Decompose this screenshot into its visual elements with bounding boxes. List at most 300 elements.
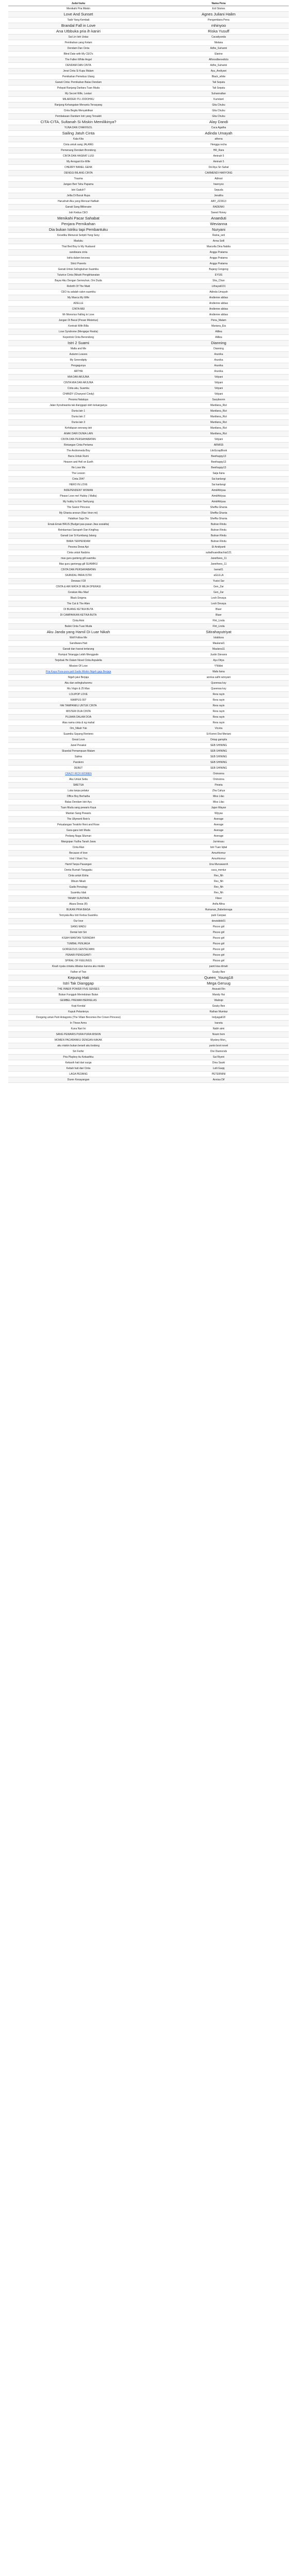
table-row xyxy=(8,154,289,159)
pen-name-cell: Gen_Zar xyxy=(148,590,289,596)
table-row xyxy=(8,794,289,800)
table-row xyxy=(8,97,289,103)
table-row xyxy=(8,239,289,244)
table-row xyxy=(8,624,289,630)
book-title-cell: Jellia Di Buruk Rupa xyxy=(8,193,148,199)
pen-name-cell: Hengga recha xyxy=(148,142,289,148)
table-header-row xyxy=(8,2,289,6)
pen-name-cell: Gita Chubu xyxy=(148,114,289,120)
book-title-cell: YUNA DAN CHANYEOL xyxy=(8,125,148,131)
table-row xyxy=(8,12,289,18)
book-title-cell: Jangan Di Bacal (Pesan Misterius) xyxy=(8,318,148,324)
book-title-cell: Suamiku Sayang Renteno xyxy=(8,732,148,737)
book-title-cell: Istrla dalam kecewa xyxy=(8,256,148,261)
pen-name-cell: Vidyani xyxy=(148,375,289,380)
pen-name-cell: Pisces girl xyxy=(148,930,289,936)
book-title-cell: Maduku xyxy=(8,239,148,244)
book-title-cell: Aku dan selingkuhanmu xyxy=(8,681,148,686)
table-row xyxy=(8,641,289,647)
book-title-cell: CINTA & AIR MATA DI MEJA OPERASI xyxy=(8,584,148,590)
pen-name-cell: Alillea xyxy=(148,329,289,335)
pen-name-cell: LitoScrapBook xyxy=(148,448,289,454)
table-row xyxy=(8,658,289,664)
table-row xyxy=(8,647,289,652)
table-row xyxy=(8,29,289,35)
pen-name-cell: Sha_Chan xyxy=(148,278,289,284)
table-row xyxy=(8,533,289,539)
book-title-cell: My Ghania arooun (Rae Veon mi) xyxy=(8,511,148,516)
book-title-cell: Because of love xyxy=(8,851,148,856)
book-title-cell: INDEPENDENT WOMAN xyxy=(8,488,148,494)
book-title-cell: Om_Nikah Yuk xyxy=(8,726,148,732)
table-row xyxy=(8,290,289,295)
book-title-cell: Pria Playboy itu Kekasihku xyxy=(8,1055,148,1060)
book-title-cell: Penjara Pernikahan xyxy=(8,222,148,227)
table-row xyxy=(8,709,289,715)
book-title-cell: Pemikahan Pemebus Utang xyxy=(8,74,148,80)
table-row xyxy=(8,1026,289,1032)
pen-name-cell: Bluer xyxy=(148,607,289,613)
table-row xyxy=(8,607,289,613)
table-row xyxy=(8,970,289,975)
table-row xyxy=(8,715,289,720)
pen-name-cell: Sheffia Ghania xyxy=(148,511,289,516)
table-row xyxy=(8,675,289,681)
book-title-cell: Pemenang Dendam Brondong xyxy=(8,148,148,154)
book-title-cell: Gara-gara Istri Muda xyxy=(8,828,148,834)
book-title-cell: Ranjang Kehangatan Menantu Tersayang xyxy=(8,103,148,108)
pen-name-cell: Pisces girl xyxy=(148,953,289,958)
book-title-cell: Emak-Emak BRUS (Budget pas-pasan Jiwa sosialita) xyxy=(8,522,148,528)
table-row xyxy=(8,1004,289,1009)
pen-name-cell: AimiiAhiiyaa xyxy=(148,494,289,499)
table-row xyxy=(8,873,289,879)
pen-name-cell: Vicvira xyxy=(148,726,289,732)
book-title-cell: The Ullymerti Rein's xyxy=(8,817,148,822)
table-row xyxy=(8,1049,289,1055)
table-row xyxy=(8,40,289,46)
book-title-cell: The Lesson xyxy=(8,471,148,477)
book-title-cell: Kala Kita xyxy=(8,137,148,142)
book-title-cell: Cinta untuk sang JALANG xyxy=(8,142,148,148)
book-title-cell: Trauma xyxy=(8,176,148,182)
pen-name-cell: Maulanal1 xyxy=(148,641,289,647)
book-title-cell: Istri Kedua CEO xyxy=(8,210,148,216)
table-row xyxy=(8,890,289,896)
book-title-cell: mas guru ganteng gill suamiku xyxy=(8,556,148,562)
pen-name-cell: Angga Pratama xyxy=(148,261,289,267)
table-row xyxy=(8,352,289,358)
table-row xyxy=(8,363,289,369)
pen-name-cell: Pisces girl xyxy=(148,936,289,941)
book-title-cell: Dunia lain 2 xyxy=(8,414,148,420)
pen-name-cell: Vidyani xyxy=(148,392,289,397)
table-row xyxy=(8,443,289,448)
pen-name-cell: putri Canpao xyxy=(148,913,289,919)
book-title-cell[interactable]: Pria Kaya Pura-pura jadi Gadis Miskin Nigeh gaju Berjaja xyxy=(8,669,148,675)
book-title-cell: Ganati Untuk Selingkuhan Suamiku xyxy=(8,267,148,273)
book-title-cell: Dental Istri Siri xyxy=(8,930,148,936)
book-title-cell: Tuturice Cinta (Nikahi Pengkhianatan xyxy=(8,273,148,278)
pen-name-cell: Oninonna xyxy=(148,777,289,783)
pen-name-cell: sufadhuanditachial121 xyxy=(148,550,289,556)
book-title-cell: Mr Monorius Falling in Love xyxy=(8,312,148,318)
pen-name-cell: Arunika xyxy=(148,358,289,363)
table-row xyxy=(8,811,289,817)
pen-name-cell: Rera rayin xyxy=(148,709,289,715)
table-row xyxy=(8,703,289,709)
book-title-cell: Ganati Cinta: Pernikahan Balas Dendam xyxy=(8,80,148,86)
pen-name-cell: Annisa Dif xyxy=(148,1077,289,1083)
pen-name-cell: Angga Pratama xyxy=(148,250,289,256)
book-title-cell: Jalan Kynahwanta tak dianggapi oleh keluarganya xyxy=(8,403,148,409)
table-row xyxy=(8,91,289,97)
book-title-cell: CINTA MIA DAN ARJUNA xyxy=(8,380,148,386)
pen-name-cell: Average xyxy=(148,822,289,828)
pen-name-cell: Maulana11 xyxy=(148,647,289,652)
pen-name-cell: Butiran Rindu xyxy=(148,528,289,533)
book-title-cell: Kepentok Cinta Berondong xyxy=(8,335,148,341)
table-row xyxy=(8,522,289,528)
table-row xyxy=(8,817,289,822)
table-row xyxy=(8,975,289,981)
pen-name-cell: AimiiAhiiyaa xyxy=(148,499,289,505)
book-title-cell: Tuan Muda sang pewaris Kaya xyxy=(8,805,148,811)
table-row xyxy=(8,902,289,907)
table-row xyxy=(8,205,289,210)
table-row xyxy=(8,1072,289,1077)
pen-name-cell: Caca Agatha xyxy=(148,125,289,131)
table-row xyxy=(8,409,289,414)
pen-name-cell: AimiiAhiiyaa xyxy=(148,488,289,494)
table-row xyxy=(8,879,289,885)
table-row xyxy=(8,465,289,471)
book-title-cell: The Cat & The Alien xyxy=(8,601,148,607)
pen-name-cell: Jenafira xyxy=(148,193,289,199)
table-row xyxy=(8,856,289,862)
pen-name-cell: Pinieta xyxy=(148,783,289,788)
book-title-cell: Mission Of Love xyxy=(8,664,148,669)
book-title-cell: CINTA DAN PERSAHABATAN xyxy=(8,567,148,573)
table-row xyxy=(8,273,289,278)
book-table-container xyxy=(8,2,289,1083)
table-row xyxy=(8,35,289,40)
table-row xyxy=(8,431,289,437)
book-title-cell: Hamil Tanpa Pasangan xyxy=(8,862,148,868)
pen-name-cell: Butiran Rindu xyxy=(148,539,289,545)
table-row xyxy=(8,80,289,86)
pen-name-cell: Average xyxy=(148,817,289,822)
table-row xyxy=(8,1038,289,1043)
table-row xyxy=(8,103,289,108)
pen-name-cell: Geaky Bee xyxy=(148,1004,289,1009)
book-title-cell: CINTA MEI xyxy=(8,307,148,312)
pen-name-cell: Rera rayin xyxy=(148,692,289,698)
table-row xyxy=(8,573,289,579)
pen-name-cell: Flirt_Linda xyxy=(148,618,289,624)
table-row xyxy=(8,686,289,692)
pen-name-cell: Black_white xyxy=(148,74,289,80)
table-row xyxy=(8,261,289,267)
pen-name-cell: Sai kanlangi xyxy=(148,477,289,482)
table-row xyxy=(8,171,289,176)
table-row xyxy=(8,868,289,873)
book-title-cell: Menikahi Pria Miskin xyxy=(8,6,148,12)
table-row xyxy=(8,222,289,227)
pen-name-cell: Ontap gampila xyxy=(148,737,289,743)
table-row xyxy=(8,584,289,590)
pen-name-cell: Amurhiomur xyxy=(148,851,289,856)
book-title-cell: Dia bukan Istriku tapi Pembantuku xyxy=(8,227,148,233)
pen-name-cell: Butiran Rindu xyxy=(148,533,289,539)
book-title-cell: BARA TERPENDAM xyxy=(8,539,148,545)
pen-name-cell: Arunika xyxy=(148,352,289,358)
table-row xyxy=(8,380,289,386)
book-title-cell: Kopi Kendal xyxy=(8,1004,148,1009)
table-row xyxy=(8,845,289,851)
pen-name-cell: Mystery Mon_ xyxy=(148,1038,289,1043)
pen-name-cell: Mega Geruug xyxy=(148,981,289,987)
table-row xyxy=(8,250,289,256)
book-title-cell: Cinta Alan xyxy=(8,845,148,851)
pen-name-cell: Anavati Rin xyxy=(148,987,289,992)
pen-name-cell: Sheffia Ghania xyxy=(148,505,289,511)
book-title-cell: Dunia lain 3 xyxy=(8,420,148,426)
book-title-cell: Istri Gaduh? xyxy=(8,188,148,193)
table-row xyxy=(8,392,289,397)
pen-name-cell: Mardiana_Rizi xyxy=(148,414,289,420)
pen-name-cell: Wevianna xyxy=(148,222,289,227)
book-title-cell: Rumput Tetangga Lebih Menggode xyxy=(8,652,148,658)
book-title-cell: CEO ku adalah calon suamiku xyxy=(8,290,148,295)
pen-name-cell: Raihan Mumtaz xyxy=(148,1009,289,1015)
table-row xyxy=(8,732,289,737)
book-title-cell: Dendam Dan Cinta xyxy=(8,46,148,52)
book-title-cell: My hubby Is Kim Taehyung xyxy=(8,499,148,505)
table-row xyxy=(8,913,289,919)
book-title-cell: Balas Dendam Istri Ayu xyxy=(8,800,148,805)
table-row xyxy=(8,737,289,743)
book-title-cell: Pembalasan Dandam Istri yang Tersakiti xyxy=(8,114,148,120)
table-body xyxy=(8,6,289,1083)
book-title-cell: SANG PEWARIS PURA PURA MISKIN xyxy=(8,1032,148,1038)
pen-name-cell: Sepuda xyxy=(148,188,289,193)
pen-name-cell: Mariana_Eia xyxy=(148,324,289,329)
book-title-cell: aku miskin bukan berarti aku bodong xyxy=(8,1043,148,1049)
table-row xyxy=(8,896,289,902)
table-row xyxy=(8,341,289,346)
book-title-cell: Mu Virgin & 25 Man xyxy=(8,686,148,692)
table-row xyxy=(8,346,289,352)
pen-name-cell: Cacadyunda xyxy=(148,35,289,40)
pen-name-cell: SEB SHINING xyxy=(148,743,289,749)
pen-name-cell: Justin Stevans xyxy=(148,652,289,658)
pen-name-cell: Mandy Hai xyxy=(148,992,289,998)
book-title-cell: Sandiwara Hati xyxy=(8,641,148,647)
table-row xyxy=(8,6,289,12)
pen-name-cell: Vidyani xyxy=(148,380,289,386)
pen-name-cell: panti kisa dimah xyxy=(148,964,289,970)
pen-name-cell: Zha Cahya xyxy=(148,788,289,794)
pen-name-cell: Humanan_Babebonaga xyxy=(148,907,289,913)
table-row xyxy=(8,545,289,550)
pen-name-cell: Queenaa ksy xyxy=(148,686,289,692)
book-title-cell: My Serendipity xyxy=(8,358,148,363)
book-title-cell: The Fallen White Angel xyxy=(8,57,148,63)
book-title-cell: DI BUANG KETIKA BUTA xyxy=(8,607,148,613)
book-title-cell: Harushah Aku yang Mencari Nafkah xyxy=(8,199,148,205)
pen-name-cell: Aminah 5 xyxy=(148,159,289,165)
book-title-cell: Suamiku Idak xyxy=(8,890,148,896)
book-title-cell: Kuna Nari Ini xyxy=(8,1026,148,1032)
book-title-cell: MIA DAN ARJUNA xyxy=(8,375,148,380)
table-row xyxy=(8,669,289,675)
book-title-cell: Kisah nyata cintaku dibalas karena aku miskin xyxy=(8,964,148,970)
book-title-cell: In These Arms xyxy=(8,1021,148,1026)
pen-name-cell: Walinipi xyxy=(148,998,289,1004)
book-title-cell[interactable]: CRAZY RICH WOMEN xyxy=(8,771,148,777)
book-title-cell: ANAK DARI DUNIA LAIN xyxy=(8,431,148,437)
pen-name-cell: Rev_Nh xyxy=(148,879,289,885)
book-title-cell: The Savior Princess xyxy=(8,505,148,511)
book-title-cell: Kepung Hati xyxy=(8,975,148,981)
book-title-cell: Black Enigma xyxy=(8,596,148,601)
book-title-cell: Cinta Begitu Menyakitkan xyxy=(8,108,148,114)
book-title-cell: GORGEOUS GENTELMAN xyxy=(8,947,148,953)
pen-name-cell: Y'Wdini xyxy=(148,664,289,669)
book-title-cell: Rintangan Cinta Pertama xyxy=(8,443,148,448)
book-title-cell: Cinta untuk Elsha xyxy=(8,873,148,879)
pen-name-cell: Anaeduti xyxy=(148,216,289,222)
table-row xyxy=(8,335,289,341)
table-row xyxy=(8,760,289,766)
pen-name-cell: Vidyani xyxy=(148,437,289,443)
pen-name-cell: Geaky Bee xyxy=(148,970,289,975)
table-row xyxy=(8,556,289,562)
table-row xyxy=(8,369,289,375)
pen-name-cell: Arunika xyxy=(148,369,289,375)
pen-name-cell: Lesh Devaya xyxy=(148,601,289,607)
pen-name-cell: Anifa Afina xyxy=(148,902,289,907)
pen-name-cell: CARMENDI HARYONG xyxy=(148,171,289,176)
pen-name-cell: Ecil Stories xyxy=(148,6,289,12)
table-row xyxy=(8,114,289,120)
book-title-cell: Mangopan Yudha Tanah Jawa xyxy=(8,839,148,845)
book-title-cell: Sailing Jatuh Cinta xyxy=(8,131,148,137)
table-row xyxy=(8,851,289,856)
book-title-cell: LAGA PEDANG xyxy=(8,1072,148,1077)
book-title-cell: HAI TAMPANKU UNTUK CINTA xyxy=(8,703,148,709)
pen-name-cell: Mardiana_Rizi xyxy=(148,403,289,409)
table-row xyxy=(8,386,289,392)
table-row xyxy=(8,754,289,760)
table-row xyxy=(8,800,289,805)
table-row xyxy=(8,766,289,771)
book-title-cell: Cinta Arini xyxy=(8,618,148,624)
book-title-cell: Akara Dewa (R) xyxy=(8,902,148,907)
table-row xyxy=(8,454,289,460)
pen-name-cell: Noam hem xyxy=(148,1032,289,1038)
book-title-cell: My Arrogant Ex-Wife xyxy=(8,159,148,165)
book-title-cell: Kesetiku Menuruk Seripiti Yang Sexy xyxy=(8,233,148,239)
table-row xyxy=(8,664,289,669)
pen-name-cell: EYSIS xyxy=(148,273,289,278)
pen-name-cell: Iraneta xyxy=(148,1021,289,1026)
table-row xyxy=(8,726,289,732)
pen-name-cell: caca_mentur xyxy=(148,868,289,873)
table-row xyxy=(8,1032,289,1038)
book-title-cell: Ternyata Aku Istri Kedua Suamiku xyxy=(8,913,148,919)
pen-name-cell: Pisces girl xyxy=(148,958,289,964)
book-title-cell: Blind Date with My CEO's xyxy=(8,52,148,57)
table-row xyxy=(8,1066,289,1072)
book-title-cell: DI CAMPAKKAN KETIKA BUTA xyxy=(8,613,148,618)
pen-name-cell: Sitirahayutriyat xyxy=(148,630,289,635)
book-title-cell: SANG MADU xyxy=(8,924,148,930)
pen-name-cell: Et Andiyanti xyxy=(148,545,289,550)
table-row xyxy=(8,720,289,726)
pen-name-cell: Andienne abbas xyxy=(148,301,289,307)
pen-name-cell: Sweet Honey xyxy=(148,210,289,216)
book-title-cell: PUJAAN DALAM DOA xyxy=(8,715,148,720)
book-title-cell: Istri 2 Suami xyxy=(8,341,148,346)
book-title-cell: Mantan Sang Pewaris xyxy=(8,811,148,817)
book-title-cell: DENGGI BILANG CINTA xyxy=(8,171,148,176)
table-row xyxy=(8,516,289,522)
pen-name-cell: Adinari xyxy=(148,176,289,182)
pen-name-cell: Adhe_Suhanni xyxy=(148,63,289,69)
table-row xyxy=(8,256,289,261)
book-title-cell: Aku Janda yang Hamil Di Luar Nikah xyxy=(8,630,148,635)
book-title-cell: Please Love me! Hubby ( Mafia) xyxy=(8,494,148,499)
table-row xyxy=(8,596,289,601)
book-title-cell: Love Syndrome (Mengejar Resita) xyxy=(8,329,148,335)
table-row xyxy=(8,788,289,794)
book-title-cell: SMETSA xyxy=(8,783,148,788)
pen-name-cell: Amurhiomur xyxy=(148,856,289,862)
table-row xyxy=(8,839,289,845)
book-title-cell: Pedang Naga Siluman xyxy=(8,834,148,839)
pen-name-cell: Saija Ilana xyxy=(148,471,289,477)
header-book-title: Judul buku xyxy=(8,2,148,6)
pen-name-cell: Janethees_11 xyxy=(148,562,289,567)
pen-name-cell: Queenaa ksy xyxy=(148,681,289,686)
table-row xyxy=(8,924,289,930)
table-row xyxy=(8,562,289,567)
book-title-cell: Barra Untuk Rumi xyxy=(8,454,148,460)
table-row xyxy=(8,312,289,318)
table-row xyxy=(8,414,289,420)
pen-name-cell: Pisces girl xyxy=(148,941,289,947)
book-title-cell: Terjebak He Dalam Novel Cinta Anpalelia xyxy=(8,658,148,664)
pen-name-cell: Sheffia Ghania xyxy=(148,516,289,522)
pen-name-cell: dewisbbb01 xyxy=(148,919,289,924)
pen-name-cell: Bujang Cengeng xyxy=(148,267,289,273)
table-row xyxy=(8,52,289,57)
pen-name-cell: Nabh aimi xyxy=(148,1026,289,1032)
table-row xyxy=(8,947,289,953)
table-row xyxy=(8,403,289,409)
pen-name-cell: Rev_Nh xyxy=(148,873,289,879)
table-row xyxy=(8,142,289,148)
pen-name-cell: Una Munawaroh xyxy=(148,862,289,868)
book-title-cell: Janel Pesaksi xyxy=(8,743,148,749)
pen-name-cell: Rera rayin xyxy=(148,698,289,703)
table-row xyxy=(8,777,289,783)
book-title-cell: Reinkarnasi Sanapeh Dan Kinglhay xyxy=(8,528,148,533)
book-title-cell: sandiwara cinta xyxy=(8,250,148,256)
pen-name-cell: Queen_Young18 xyxy=(148,975,289,981)
